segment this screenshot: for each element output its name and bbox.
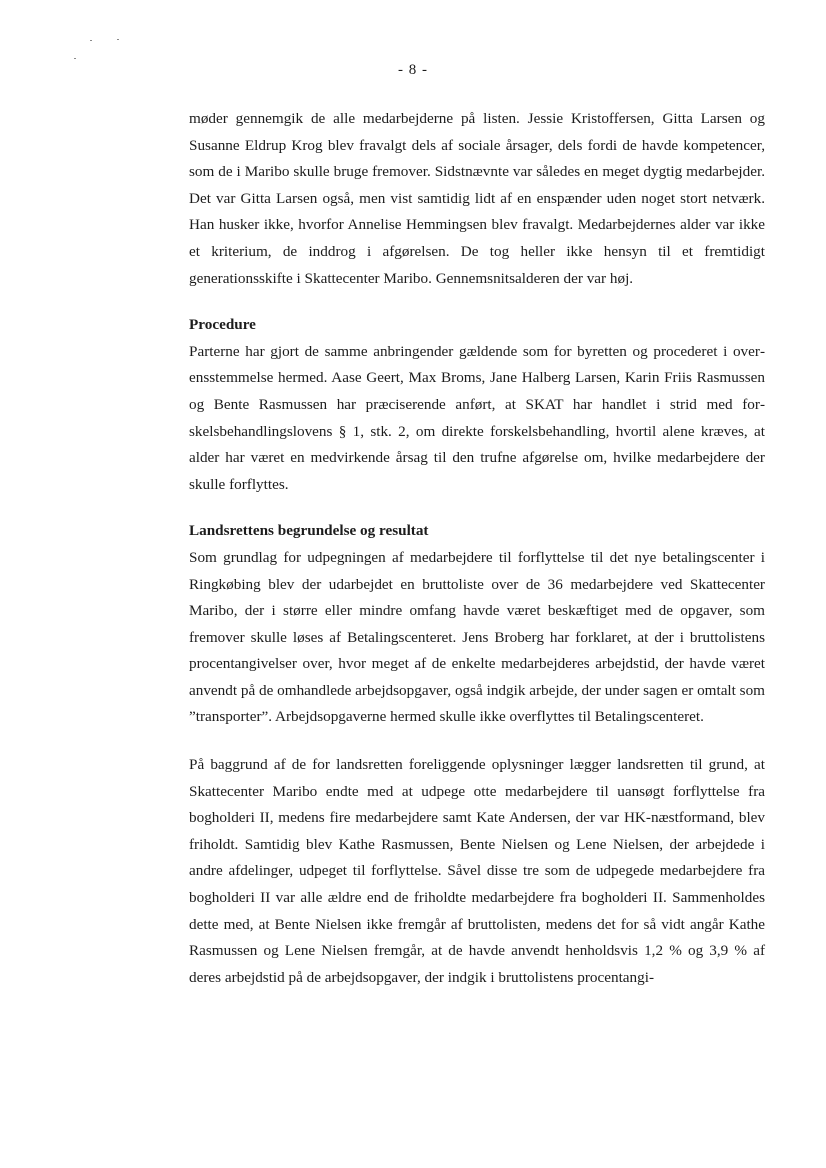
reasoning-paragraph: Som grundlag for udpegningen af medarbejdere til forflyttelse til det nye betalingscenter i Ringkøbing blev der udarbejdet en bruttoliste over de 36 medarbejdere ved Skattecenter Maribo, der i større eller mindre omfang havde været beskæftiget med de opgaver, som fremover skulle løses af Betalingscenteret. Jens Broberg har forklaret, at der i bruttolistens procentangivelser over, hvor meget af de enkelte medarbejderes arbejdstid, der havde været anvendt på de omhandlede arbejdsopgaver, også indgik arbejde, der under sagen er omtalt som ”transporter”. Arbejdsopgaverne hermed skulle ikke overflyttes til Betalingscenteret. xyxy=(189,548,765,726)
procedure-heading: Procedure xyxy=(189,316,256,334)
reasoning-paragraph: På baggrund af de for landsretten foreliggende oplysninger lægger landsretten til grund, at Skattecenter Maribo endte med at udpege otte medarbejdere til uansøgt forflyttelse fra bogholderi II, medens fire medarbejdere samt Kate Andersen, der var HK-næstformand, blev friholdt. Samtidig blev Kathe Rasmussen, Bente Nielsen og Lene Nielsen, der arbejdede i andre afdelinger, udpeget til forflyttelse. Såvel disse tre som de udpegede medarbejdere fra bogholderi II var alle ældre end de friholdte medarbejdere fra bogholderi II. Sammenholdes dette med, at Bente Nielsen ikke fremgår af bruttolisten, medens det for så vidt angår Kathe Rasmussen og Lene Nielsen fremgår, at de havde anvendt henholdsvis 1,2 % og 3,9 % af deres arbejdstid på de arbejdsopgaver, der indgik i bruttolistens procentangi- xyxy=(189,756,765,986)
procedure-paragraph: Parterne har gjort de samme anbringender gældende som for byretten og procederet i overensstemmelse hermed. Aase Geert, Max Broms, Jane Halberg Larsen, Karin Friis Rasmussen og Bente Rasmussen har præciserende anført, at SKAT har handlet i strid med forskelsbehandlingslovens § 1, stk. 2, om direkte forskelsbehandling, hvortil alene kræves, at alder har været en medvirkende årsag til den trufne afgørelse om, hvilke medarbejdere der skulle forflyttes. xyxy=(189,342,765,493)
intro-paragraph: møder gennemgik de alle medarbejderne på listen. Jessie Kristoffersen, Gitta Larsen og Susanne Eldrup Krog blev fravalgt dels af sociale årsager, dels fordi de havde kompetencer, som de i Maribo skulle bruge fremover. Sidstnævnte var således en meget dygtig medarbejder. Det var Gitta Larsen også, men vist samtidig lidt af en enspænder uden noget stort netværk. Han husker ikke, hvorfor Annelise Hemmingsen blev fravalgt. Medarbejdernes alder var ikke et kriterium, de inddrog i afgørelsen. De tog heller ikke hensyn til et fremtidigt generationsskifte i Skattecenter Maribo. Gennemsnitsalderen der var høj. xyxy=(189,110,765,287)
scan-speck xyxy=(74,58,76,59)
document-body xyxy=(189,106,765,991)
scan-speck xyxy=(90,40,92,41)
scan-speck xyxy=(117,39,119,40)
reasoning-heading: Landsrettens begrundelse og resultat xyxy=(189,522,429,540)
page-number: - 8 - xyxy=(398,62,428,78)
